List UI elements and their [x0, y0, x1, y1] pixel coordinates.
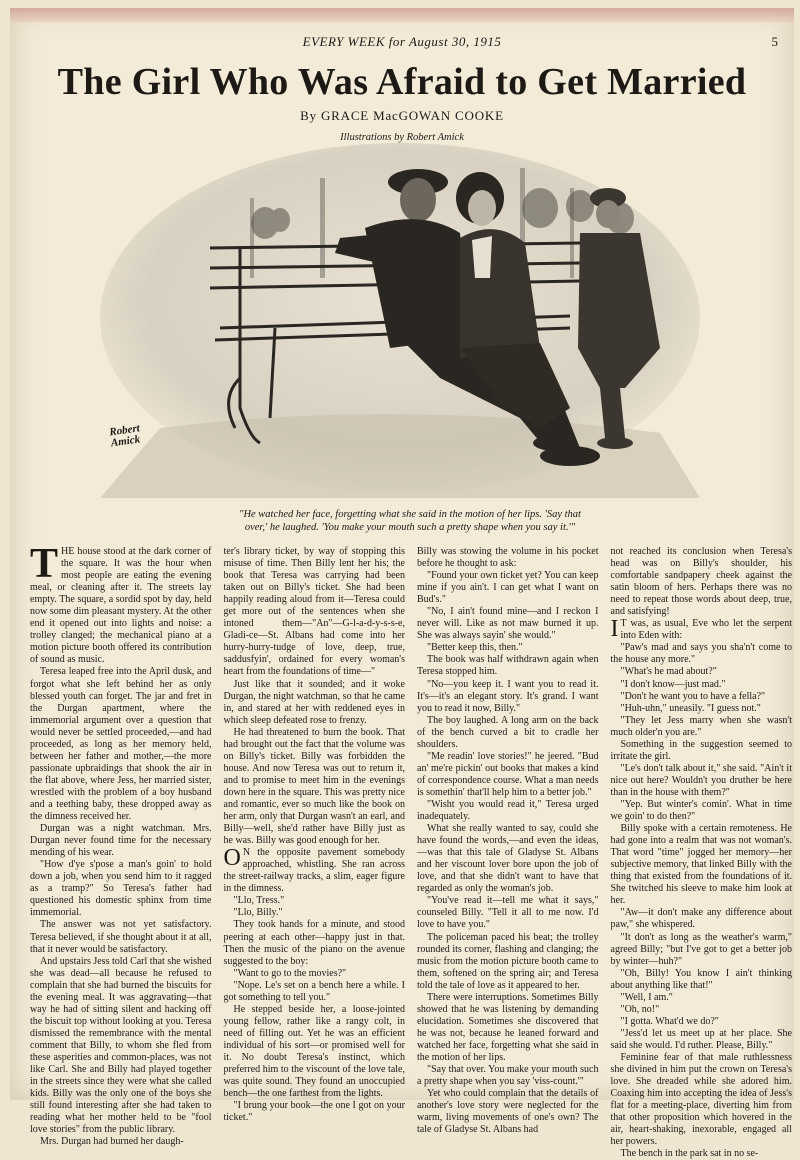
paragraph — [417, 715, 599, 751]
paragraph — [417, 1064, 599, 1088]
paragraph-text: Just like that it sounded; and it woke Durgan, the night watchman, so that he came in, and stared at her with reddened eyes in which sleep defeated rose to frenzy. — [223, 678, 405, 726]
paragraph — [30, 919, 212, 955]
paragraph — [611, 666, 793, 678]
paragraph — [611, 1016, 793, 1028]
paragraph — [417, 751, 599, 799]
paragraph — [224, 919, 406, 967]
drop-cap: O — [223, 845, 241, 872]
paragraph — [417, 679, 599, 715]
paragraph-text: "Well, I am." — [620, 991, 673, 1003]
paragraph — [417, 895, 599, 931]
paragraph — [611, 799, 793, 823]
paragraph-text: "Better keep this, then." — [427, 642, 523, 654]
paragraph-text: "Llo, Tress." — [233, 895, 285, 907]
paragraph-text: The policeman paced his beat; the trolley rounded its corner, flashing and clanging; the music from the motion picture booth came to them, softened on the spring air; and Teresa told the tale of love as it appeared to her. — [417, 931, 599, 991]
paragraph — [30, 956, 212, 1137]
paragraph-text: not reached its conclusion when Teresa's head was on Billy's shoulder, his comfortable sandpapery cheek against the satin bloom of hers. Perhaps there was no need to repeat those words about deep, true, and satisfying! — [610, 546, 792, 618]
paragraph — [611, 679, 793, 691]
paragraph-text: And upstairs Jess told Carl that she wished she was dead—all because he refused to complain that she had burned the biscuits for the evening meal. It was aggravating—that way he had of sitting silent and hacking off the biscuit top without looking at you. Teresa dismissed the remembrance with the mental comment that Billy, to whom she fled from these asperities and common-places, was not like Carl. She and Billy had played together in the streets since they were what she called kids. Billy was the only one of the boys she still found interesting after she had taken to reading what her mother held to be "fool love stories" from the public library. — [30, 955, 212, 1136]
paragraph-text: "Want to go to the movies?" — [233, 967, 347, 979]
paragraph-text: "Yep. But winter's comin'. What in time we goin' to do then?" — [610, 798, 792, 823]
paragraph-text: "Huh-uhn," uneasily. "I guess not." — [620, 702, 761, 714]
paragraph — [611, 739, 793, 763]
masthead: EVERY WEEK for August 30, 1915 — [302, 34, 502, 49]
paragraph — [30, 823, 212, 859]
paragraph — [611, 642, 793, 666]
paragraph — [417, 570, 599, 606]
paragraph-text: He stepped beside her, a loose-jointed young fellow, rather like a rangy colt, in need of filling out. Yet he was an efficient individual of his sort—or promised well for it. No doubt Teresa's instinct, which preferred him to the viscount of the love tale, was quite sound. They found an unoccupied bench—the one farthest from the lights. — [223, 1003, 405, 1100]
paragraph — [30, 1136, 212, 1148]
paragraph — [30, 666, 212, 823]
artist-signature-text: Robert Amick — [108, 422, 141, 450]
article-body — [30, 541, 792, 1160]
column-4 — [610, 546, 793, 1160]
paragraph-text: Yet who could complain that the details of another's love story were neglected for the warm, living movements of one's own? The tale of Gladyse St. Albans had — [417, 1088, 599, 1136]
paragraph — [611, 932, 793, 968]
paragraph — [417, 799, 599, 823]
paragraph — [224, 968, 406, 980]
page-top-edge — [10, 8, 794, 22]
paragraph-text: Durgan was a night watchman. Mrs. Durgan never found time for the necessary mending of his wear. — [30, 823, 212, 859]
paragraph-text: Mrs. Durgan had burned her daugh- — [40, 1136, 184, 1148]
caption-line-1: "He watched her face, forgetting what she said in the motion of her lips. 'Say that — [239, 509, 581, 520]
paragraph-text: "I gotta. What'd we do?" — [620, 1015, 719, 1027]
paragraph — [224, 907, 406, 919]
paragraph — [417, 823, 599, 895]
paragraph — [611, 968, 793, 992]
page-number: 5 — [771, 34, 778, 49]
illustration-caption — [190, 508, 630, 534]
column-1 — [30, 541, 212, 1148]
paragraph — [30, 541, 212, 666]
paragraph-text: "I don't know—just mad." — [620, 678, 726, 690]
paragraph — [224, 1004, 406, 1100]
paragraph — [611, 763, 793, 799]
paragraph-text: "Say that over. You make your mouth such a pretty shape when you say 'viss-count.'" — [417, 1064, 599, 1088]
paragraph — [417, 1088, 599, 1136]
paragraph — [611, 618, 793, 642]
paragraph — [611, 703, 793, 715]
paragraph — [417, 606, 599, 642]
paragraph-text: ter's library ticket, by way of stopping this misuse of time. Then Billy lent her his; the book that Teresa was carrying had been taken out on Billy's ticket. She had been happily reading aloud from it—Teresa could get more out of the sentences when she intoned them—"An"—G-l-a-d-y-s-s-e, Gladi-ce—St. Albans had come into her hurry-hurry-tudge of love, deep, true, saddusfyin', ordained for every woman's heart from the foundations of time—" — [223, 546, 405, 678]
paragraph — [224, 895, 406, 907]
paragraph — [611, 1028, 793, 1052]
illustration — [100, 148, 700, 498]
paragraph-text: "They let Jess marry when she wasn't much older'n you are." — [610, 714, 792, 738]
paragraph-text: The bench in the park sat in no se- — [620, 1148, 759, 1160]
paragraph-text: Feminine fear of that male ruthlessness she divined in him put the crown on Teresa's love. She dreaded while she adored him. Coaxing him into accepting the idea of Jess's flat for a meeting-place, diverting him from that other proposition which hovered in the air, heart-shaking, inexorable, engaged all her powers. — [610, 1051, 792, 1148]
paragraph-text: "No—you keep it. I want you to read it. It's—it's an elegant story. It's grand. I want you to read it now, Billy." — [417, 678, 599, 714]
paragraph — [417, 654, 599, 678]
paragraph-text: "Oh, no!" — [620, 1003, 660, 1015]
paragraph-text: Billy spoke with a certain remoteness. He had gone into a realm that was not woman's. That word "time" jogged her memory—her subjective memory, that linked Billy with the thing that existed from the foundations of it. She twitched his sleeve to make him look at her. — [610, 823, 792, 907]
paragraph — [417, 546, 599, 570]
paragraph-text: "Oh, Billy! You know I ain't thinking about anything like that!" — [610, 967, 792, 991]
paragraph-text: What she really wanted to say, could she have found the words,—and even the ideas,—was that this tale of Gladyse St. Albans and her viscount lover bore upon the job of love, and that she didn't want to have that regarded as only the woman's job. — [417, 823, 599, 895]
paragraph — [224, 546, 406, 679]
paragraph — [611, 992, 793, 1004]
paragraph-text: "I brung your book—the one I got on your ticket." — [223, 1100, 405, 1124]
paragraph-text: The boy laughed. A long arm on the back of the bench curved a bit to cradle her shoulders. — [417, 714, 599, 750]
paragraph-text: "Paw's mad and says you sha'n't come to the house any more." — [610, 642, 792, 666]
paragraph-text: Something in the suggestion seemed to irritate the girl. — [610, 738, 792, 762]
paragraph-text: "Don't he want you to have a fella?" — [620, 690, 766, 702]
paragraph — [611, 1052, 793, 1148]
caption-line-2: over,' he laughed. 'You make your mouth such a pretty shape when you say it.'" — [244, 522, 576, 533]
paragraph — [611, 715, 793, 739]
paragraph — [30, 859, 212, 919]
paragraph-text: Teresa leaped free into the April dusk, and forgot what she left behind her as only blessed youth can forget. The jar and fret in the Durgan apartment, where the immemorial argument over a question that would never be settled proceeded,—and had proceeded, as long as her memory held, between her father and mother,—the more passionate upbraidings that shook the air in the flat above, where Jess, her married sister, wrestled with the problem of a boy husband and a teething baby, these dropped away as the dimness received her. — [30, 666, 212, 823]
paragraph — [417, 932, 599, 992]
paragraph-text: N the opposite pavement somebody approached, whistling. She ran across the street-railway tracks, a slim, eager figure in the dimness. — [223, 847, 405, 895]
paragraph-text: "It don't as long as the weather's warm," agreed Billy; "but I've got to get a better job by winter—huh?" — [610, 931, 792, 967]
paragraph — [224, 847, 406, 895]
paragraph-text: There were interruptions. Sometimes Billy showed that he was listening by demanding elucidation. Sometimes she discovered that he was not, because he leaned forward and watched her face, forgetting what she said in the motion of her lips. — [417, 991, 599, 1063]
column-2 — [223, 546, 406, 1124]
paragraph-text: "You've read it—tell me what it says," counseled Billy. "Tell it all to me now. I'd love to have you." — [417, 895, 599, 931]
magazine-page — [10, 8, 794, 1160]
paragraph-text: T was, as usual, Eve who let the serpent into Eden with: — [620, 618, 792, 642]
paragraph-text: He had threatened to burn the book. That had brought out the fact that the volume was on Billy's ticket. Billy was forbidden the house. And now Teresa was out to return it, and to promise to meet him in the evenings down here in the square. This was pretty nice and romantic, ever so much like the book on her arm, only that Durgan wasn't an earl, and Billy—well, she'd rather have Billy just as he was. Billy was good enough for her. — [223, 726, 405, 847]
paragraph — [611, 1004, 793, 1016]
paragraph — [611, 546, 793, 618]
park-bench-illustration — [100, 148, 700, 498]
paragraph-text: "Llo, Billy." — [233, 907, 283, 919]
paragraph — [224, 679, 406, 727]
paragraph-text: "Nope. Le's set on a bench here a while. I got something to tell you." — [223, 979, 405, 1003]
paragraph-text: "Wisht you would read it," Teresa urged inadequately. — [417, 798, 599, 823]
paragraph — [224, 980, 406, 1004]
paragraph-text: "Le's don't talk about it," she said. "Ain't it nice out here? Wouldn't you druther be here than in the house with them?" — [610, 762, 792, 798]
article-title: The Girl Who Was Afraid to Get Married — [57, 61, 747, 103]
paragraph — [417, 992, 599, 1064]
paragraph — [611, 823, 793, 907]
paragraph-text: "How d'ye s'pose a man's goin' to hold down a job, when you send him to it ragged as a tramp?" So Teresa's father had questioned his domestic sphinx from time immemorial. — [30, 859, 212, 919]
paragraph — [611, 907, 793, 931]
paragraph — [611, 1148, 793, 1160]
paragraph-text: They took hands for a minute, and stood peering at each other—happy just in that. Then the music of the piano on the avenue suggested to the boy: — [223, 919, 405, 967]
column-3 — [417, 546, 599, 1136]
paragraph-text: The answer was not yet satisfactory. Teresa believed, if she thought about it at all, that it never would be satisfactory. — [30, 919, 212, 955]
drop-cap: T — [30, 541, 59, 587]
byline: By GRACE MacGOWAN COOKE — [300, 108, 504, 123]
paragraph-text: Billy was stowing the volume in his pocket before he thought to ask: — [417, 546, 599, 570]
paragraph-text: "Found your own ticket yet? You can keep mine if you ain't. I can get what I want on Bud's." — [417, 570, 599, 606]
paragraph-text: The book was half withdrawn again when Teresa stopped him. — [417, 654, 599, 678]
paragraph — [611, 691, 793, 703]
paragraph-text: HE house stood at the dark corner of the square. It was the hour when most people are eating the evening meal, or cleaning after it. The streets lay empty. The square, a sordid spot by day, held now some dim pleasant mystery. At the other end it opened out into lights and noise: a trolley clanged; the mechanical piano at a motion picture booth offered its contribution of sound as music. — [30, 546, 212, 666]
paragraph-text: "Jess'd let us meet up at her place. She said she would. I'd ruther. Please, Billy." — [610, 1027, 792, 1051]
paragraph — [224, 727, 406, 847]
paragraph — [224, 1100, 406, 1124]
drop-cap: I — [610, 616, 619, 643]
illustration-credit: Illustrations by Robert Amick — [340, 132, 464, 143]
paragraph-text: "Me readin' love stories!" he jeered. "Bud an' me're pickin' out books that makes a kind of correspondence course. What a man needs is somethin' that'll help him to a better job." — [417, 750, 599, 798]
paragraph — [417, 642, 599, 654]
paragraph-text: "What's he mad about?" — [620, 666, 717, 678]
paragraph-text: "No, I ain't found mine—and I reckon I never will. Like as not maw burned it up. She was always sayin' she would." — [417, 606, 599, 642]
paragraph-text: "Aw—it don't make any difference about paw," she whispered. — [610, 907, 792, 931]
